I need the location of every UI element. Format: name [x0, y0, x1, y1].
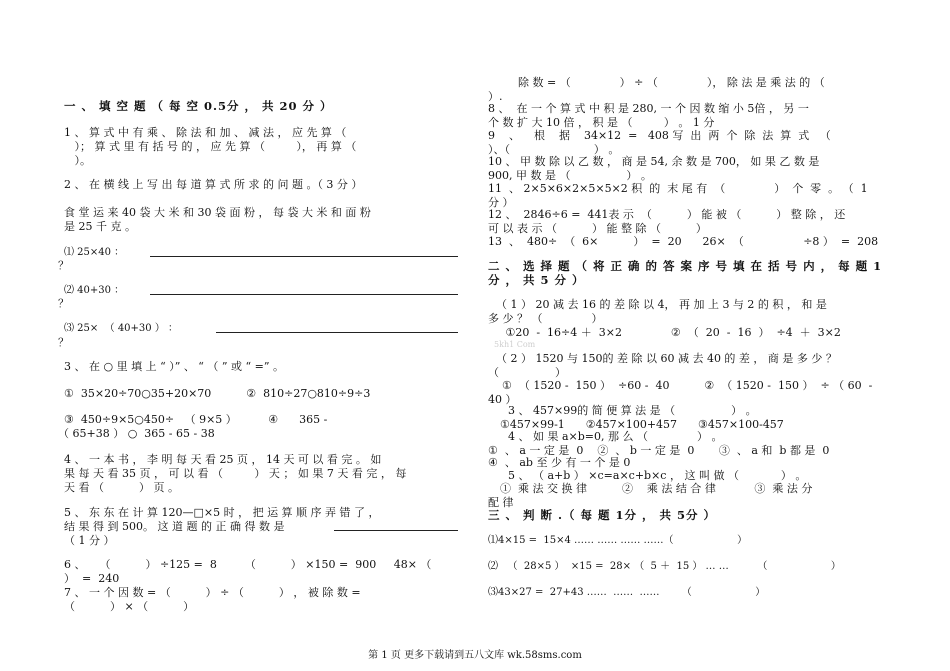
s2-q4-line3: ④ 、 ab 至 少 有 一 个 是 0 [488, 456, 631, 469]
s3-item-3: ⑶43×27 = 27+43 …… …… …… （ ） [488, 587, 766, 598]
s2-q1-line3: ①20 - 16÷4 ＋ 3×2 ② （ 20 - 16 ） ÷4 ＋ 3×2 [488, 326, 841, 339]
q11-line1: 11 、 2×5×6×2×5×5×2 积 的 末 尾 有 （ ） 个 零 。 （ 1 [488, 182, 868, 195]
q7-line1: 7 、 一 个 因 数 = （ ） ÷ （ ） ， 被 除 数 = [64, 586, 361, 599]
q5-line3: （ 1 分 ） [64, 534, 115, 547]
q10-line1: 10 、 甲 数 除 以 乙 数 ， 商 是 54, 余 数 是 700， 如 果 乙 数 是 [488, 155, 820, 168]
s2-q1-line1: （ 1 ） 20 减 去 16 的 差 除 以 4， 再 加 上 3 与 2 的 积 ， 和 是 [496, 298, 827, 311]
section2-title-2: 分 ， 共 5 分 ） [488, 273, 585, 287]
answer-line [334, 530, 458, 531]
s2-q5-line2: ① 乘 法 交 换 律 ② 乘 法 结 合 律 ③ 乘 法 分 [500, 482, 813, 495]
q2-mark-3: ？ [58, 336, 69, 349]
q7-cont-1: 除 数 = （ ） ÷ （ ）， 除 法 是 乘 法 的 （ [518, 76, 825, 89]
q12-line1: 12 、 2846÷6 = 441表 示 （ ） 能 被 （ ） 整 除 ， 还 [488, 208, 846, 221]
q2-context-1: 食 堂 运 来 40 袋 大 米 和 30 袋 面 粉 ， 每 袋 大 米 和 面 粉 [64, 206, 371, 219]
s2-q2-line4: 40 ） [488, 393, 517, 406]
q5-line2: 结 果 得 到 500。 这 道 题 的 正 确 得 数 是 [64, 520, 285, 533]
q10-line2: 900, 甲 数 是 （ ） 。 [488, 169, 652, 182]
q2-prompt: 2 、 在 横 线 上 写 出 每 道 算 式 所 求 的 问 题 。（ 3 分 ） [64, 178, 363, 191]
q11-line2: 分 ） [488, 196, 514, 209]
s2-q5-line3: 配 律 [488, 496, 514, 509]
q4-line2: 果 每 天 看 35 页 ， 可 以 看 （ ） 天 ； 如 果 7 天 看 完 ， 每 [64, 467, 407, 480]
s2-q3-line2: ①457×99-1 ②457×100+457 ③457×100-457 [500, 418, 784, 431]
s2-q3-line1: 3 、 457×99的 简 便 算 法 是 （ ） 。 [508, 404, 757, 417]
q7-cont-2: ）. [488, 90, 503, 103]
q2-item-3: ⑶ 25× （ 40+30 ） ： [64, 323, 179, 334]
section1-title: 一 、 填 空 题 （ 每 空 0.5分 ， 共 20 分 ） [64, 99, 333, 113]
q8-line2: 个 数 扩 大 10 倍 ， 积 是 （ ） 。 1 分 [488, 116, 715, 129]
section2-title-1: 二 、 选 择 题 （ 将 正 确 的 答 案 序 号 填 在 括 号 内 ， 每 题 1 [488, 259, 883, 273]
q4-line1: 4 、 一 本 书 ， 李 明 每 天 看 25 页 ， 14 天 可 以 看 完 。 如 [64, 453, 382, 466]
q4-line3: 天 看 （ ） 页 。 [64, 481, 179, 494]
q3-prompt: 3 、 在 ○ 里 填 上 “ ）” 、 “ （ ” 或 “ =” 。 [64, 360, 284, 373]
q9-line1: 9 、 根 据 34×12 = 408 写 出 两 个 除 法 算 式 （ [488, 129, 831, 142]
q12-line2: 可 以 表 示 （ ） 能 整 除 （ ） [488, 222, 707, 235]
watermark: 5kh1 Com [494, 340, 536, 349]
q3-items-2: ③ 450÷9×5○450÷ （ 9×5 ） ④ 365 - [64, 413, 328, 426]
s2-q2-line3: ① （ 1520 - 150 ） ÷60 - 40 ② （ 1520 - 150 ） ÷ （ 60 - [488, 379, 873, 392]
q2-mark-1: ？ [58, 259, 69, 272]
q1-line3: ）。 [64, 154, 91, 167]
q9-line2: ）、（ ） 。 [488, 143, 620, 156]
q1-line1: 1 、 算 式 中 有 乘 、 除 法 和 加 、 减 法 ， 应 先 算 （ [64, 126, 347, 139]
s2-q2-line2: （ ） [488, 366, 566, 379]
q6-line2: ） = 240 [64, 572, 120, 585]
s2-q2-line1: （ 2 ） 1520 与 150的 差 除 以 60 减 去 40 的 差 ， 商 是 多 少 ？ [496, 352, 837, 365]
q8-line1: 8 、 在 一 个 算 式 中 积 是 280, 一 个 因 数 缩 小 5倍 ， 另 一 [488, 102, 809, 115]
s2-q4-line1: 4 、 如 果 a×b=0, 那 么 （ ） 。 [508, 430, 723, 443]
answer-line [150, 294, 458, 295]
page-footer: 第 1 页 更多下载请到五八文库 wk.58sms.com [368, 650, 582, 661]
q5-line1: 5 、 东 东 在 计 算 120—□×5 时 ， 把 运 算 顺 序 弄 错 了 ， [64, 506, 380, 519]
s2-q1-line2: 多 少 ？ （ ） [488, 312, 603, 325]
answer-line [216, 332, 458, 333]
q2-mark-2: ？ [58, 297, 69, 310]
s2-q4-line2: ① 、 a 一 定 是 0 ② 、 b 一 定 是 0 ③ 、 a 和 b 都 是 0 [488, 444, 830, 457]
q7-line2: （ ） × （ ） [64, 600, 195, 613]
q2-context-2: 是 25 千 克 。 [64, 220, 136, 233]
s3-item-2: ⑵ （ 28×5 ） ×15 = 28× （ 5 ＋ 15 ） … … （ ） [488, 561, 841, 572]
answer-line [150, 256, 458, 257]
q3-items-3: （ 65+38 ） ○ 365 - 65 - 38 [58, 427, 215, 440]
q3-items-1: ① 35×20÷70○35+20×70 ② 810÷27○810÷9÷3 [64, 387, 371, 400]
q1-line2: ）； 算 式 里 有 括 号 的 ， 应 先 算 （ ）， 再 算 （ [64, 140, 357, 153]
q6-line1: 6 、 （ ） ÷125 = 8 （ ） ×150 = 900 48× （ [64, 558, 432, 571]
s2-q5-line1: 5 、 （ a+b ） ×c=a×c+b×c ， 这 叫 做 （ ） 。 [508, 469, 807, 482]
q13-line: 13 、 480÷ （ 6× ） = 20 26× （ ÷8 ） = 208 [488, 235, 879, 248]
s3-item-1: ⑴4×15 = 15×4 …… …… …… ……（ ） [488, 535, 748, 546]
q2-item-1: ⑴ 25×40 ： [64, 247, 125, 258]
q2-item-2: ⑵ 40+30 ： [64, 285, 125, 296]
section3-title: 三 、 判 断 .（ 每 题 1分 ， 共 5分 ） [488, 508, 717, 522]
